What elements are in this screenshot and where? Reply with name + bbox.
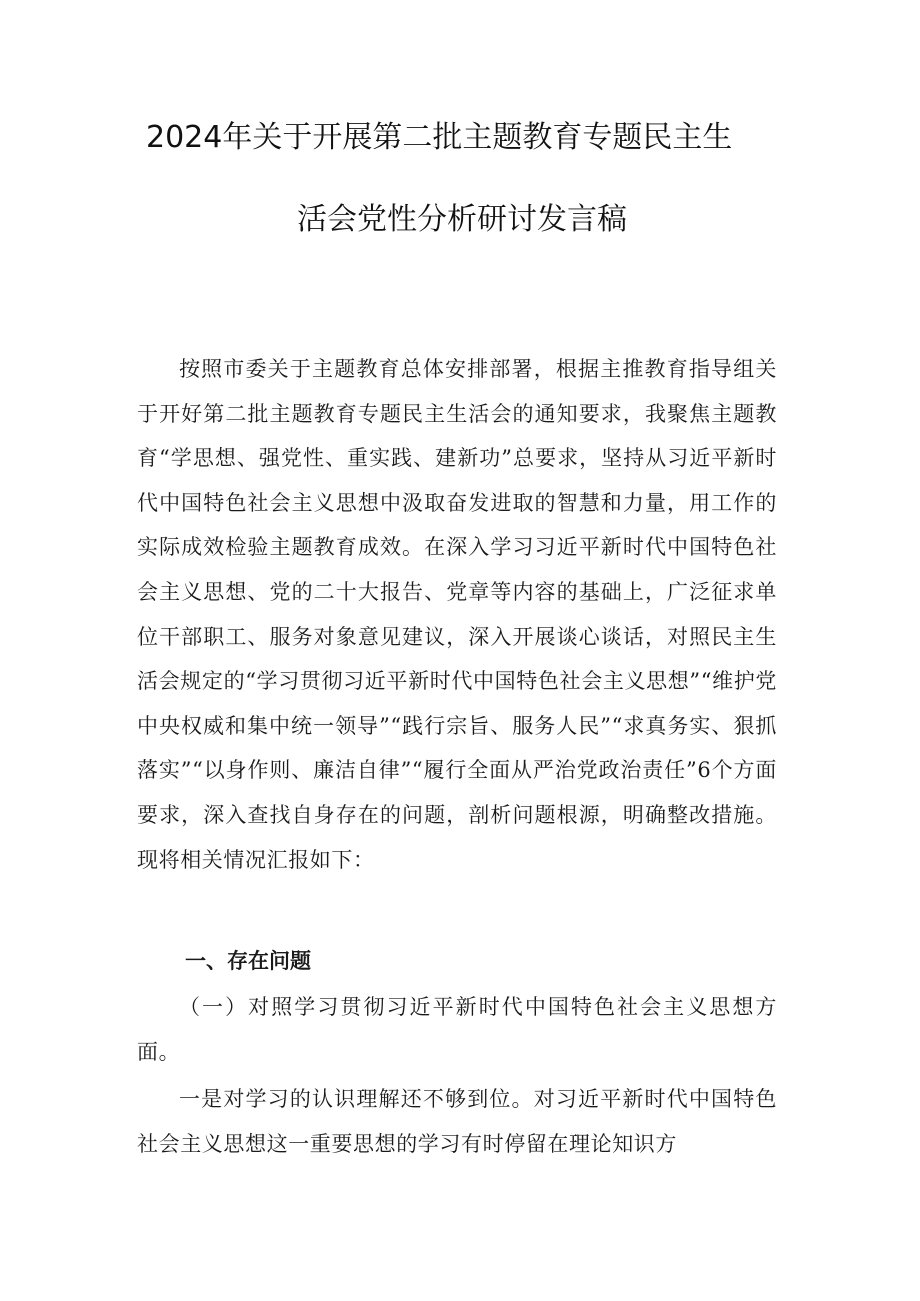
document-title-line-1: 2024年关于开展第二批主题教育专题民主生 bbox=[146, 120, 733, 155]
subsection-paragraph: （一）对照学习贯彻习近平新时代中国特色社会主义思想方面。 bbox=[137, 995, 777, 1064]
intro-paragraph: 按照市委关于主题教育总体安排部署，根据主推教育指导组关于开好第二批主题教育专题民主生活会的通知要求，我聚焦主题教育“学思想、强党性、重实践、建新功”总要求，坚持从习近平新时代中国特色社会主义思想中汲取奋发进取的智慧和力量，用工作的实际成效检验主题教育成效。在深入学习习近平新时代中国特色社会主义思想、党的二十大报告、党章等内容的基础上，广泛征求单位干部职工、服务对象意见建议，深入开展谈心谈话，对照民主生活会规定的“学习贯彻习近平新时代中国特色社会主义思想”“维护党中央权威和集中统一领导”“践行宗旨、服务人民”“求真务实、狠抓落实”“以身作则、廉洁自律”“履行全面从严治党政治责任”6个方面要求，深入查找自身存在的问题，剖析问题根源，明确整改措施。现将相关情况汇报如下： bbox=[137, 357, 777, 872]
document-title-line-2: 活会党性分析研讨发言稿 bbox=[297, 202, 627, 237]
point-one-paragraph: 一是对学习的认识理解还不够到位。对习近平新时代中国特色社会主义思想这一重要思想的学习有时停留在理论知识方 bbox=[137, 1087, 777, 1156]
section-heading: 一、存在问题 bbox=[185, 949, 311, 973]
